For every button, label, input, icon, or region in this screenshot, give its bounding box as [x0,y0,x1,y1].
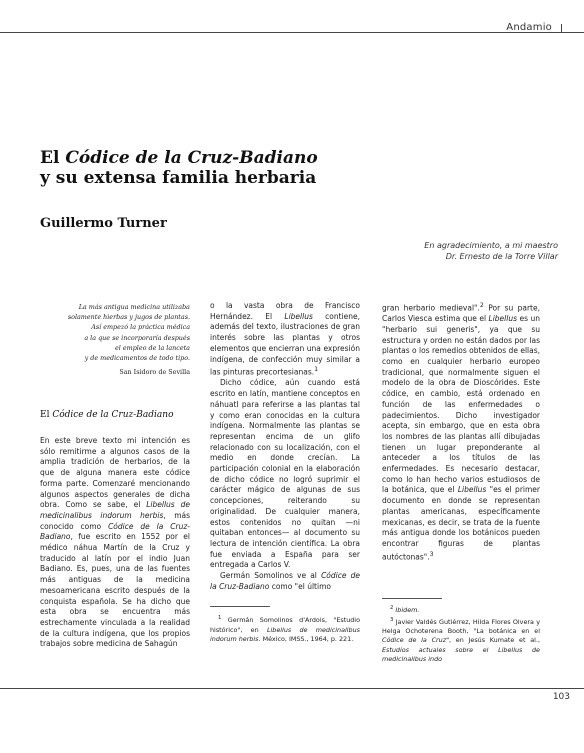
text-run-italic: Códice de la Cruz-Badiano [40,521,190,542]
text-run: o la vasta obra de Francisco Hernández. El [210,301,360,321]
footer-rule [0,688,584,689]
dedication-line-2: Dr. Ernesto de la Torre Villar [445,252,558,261]
article-title [40,148,318,188]
section-subheading [40,410,174,420]
epigraph-line: La más antigua medicina utilizaba [78,303,190,311]
epigraph-line: solamente hierbas y jugos de plantas. [67,313,190,322]
text-run-italic: Ibidem. [393,606,420,615]
text-run: , más conocido como [40,510,191,531]
footnotes-column-2 [210,614,360,644]
epigraph-attribution: San Isidoro de Sevilla [119,368,190,377]
text-run: Por su parte, Carlos Viesca estima que el [382,303,540,324]
text-run: como "el último [269,581,331,591]
footnote-number: 2 [390,605,394,611]
text-run: gran herbario medieval". [382,303,480,313]
epigraph-line: Así empezó la práctica médica [91,323,190,332]
text-run-italic: Libellus [457,485,487,495]
text-run: . México, IMSS., 1964, p. 221. [258,634,354,643]
paragraph [382,301,540,563]
title-prefix: El [40,148,66,168]
text-run: Germán Somolinos ve al [220,571,322,581]
text-run: "es el primer documento en donde se representan plantas americanas, específicamente mexicanas, es decir, se trata de la fuente más antigua donde los botánicos pueden encontrar figuras de plantas autóctonas". [382,485,540,562]
title-line-2: y su extensa familia herbaria [40,168,317,188]
text-run-italic: Libellus de medicinalibus indorum herbis [210,625,360,643]
dedication [424,240,558,262]
text-run-italic: Códice de la Cruz [382,636,447,645]
text-run: En este breve texto mi intención es sólo remitirme a algunos casos de la amplia tradición de herbarios, de la que de alguna manera este códice forma parte. Comenzaré mencionando algunos aspectos generales de dicha obra. Como se sabe, el [40,436,190,510]
paragraph: Dicho códice, aún cuando está escrito en latín, mantiene conceptos en náhuatl para referirse a las plantas tal y como eran conocidas en la cultura indígena. Normalmente las plantas se representan encima de un glifo relacionado con su localización, con el medio en donde crecían. La participación colonial en la elaboración de dicho códice no logró suprimir el carácter mágico de algunas de sus concepciones, reiterando su originalidad. De cualquier manera, estos contenidos no quitan —ni quitaban entonces— al documento su lectura de intención científica. La obra fue enviada a España para ser entregada a Carlos V. [210,378,360,570]
title-italic: Códice de la Cruz-Badiano [65,148,318,168]
paragraph [210,301,360,378]
paragraph [210,571,360,592]
body-column-3 [382,301,540,563]
text-run: es un "herbario sui generis", ya que su estructura y orden no están dados por las plantas o los remedios obtenidos de ellas, como en cualquier herbario europeo tradicional, que normalmente siguen el modelo de la obra de Dioscórides. Este códice, en cambio, está ordenado en función de las enfermedades o padecimientos. Dicho investigador acepta, sin embargo, que en esta obra los nombres de las plantas allí dibujadas tienen un lugar preponderante al anteceder a los títulos de las enfermedades. Es necesario destacar, como lo han hecho varios estudiosos de la botánica, que el [382,314,541,495]
footnote [210,614,360,644]
text-run: contiene, además del texto, ilustraciones de gran interés sobre las plantas y otros elementos que encierran una expresión indígena, de confección muy similar a las pinturas precortesianas. [210,311,360,377]
text-run: Germán Somolinos d'Ardois, "Estudio histórico", en [210,616,360,634]
footnote-number: 1 [218,615,222,621]
subheading-italic: Códice de la Cruz-Badiano [52,410,174,420]
header-rule [0,32,584,33]
epigraph [40,302,190,377]
text-run: Javier Valdés Gutiérrez, Hilda Flores Olvera y Helga Ochoterena Booth, "La botánica en el [382,617,540,636]
body-column-2 [210,301,360,592]
footnote-rule [382,598,442,599]
dedication-line-1: En agradecimiento, a mi maestro [424,241,558,250]
footnote [382,604,540,616]
body-column-1 [40,436,190,650]
text-run: , fue escrito en 1552 por el médico náhua Martín de la Cruz y traducido al latín por el indio Juan Badiano. Es, pues, una de las fuentes más antiguas de la medicina mesoamericana escrito después de la conquista española. Se ha dicho que esta obra se encuentra más estrechamente vinculada a la realidad de la cultura indígena, que los propios trabajos sobre medicina de Sahagún [40,532,190,649]
paragraph [40,436,190,650]
footnotes-column-3 [382,604,540,665]
text-run-italic: Libellus [488,314,517,324]
footnote-rule [210,606,270,607]
subheading-prefix: El [40,410,53,420]
epigraph-line: el empleo de la lanceta [115,343,190,352]
text-run-italic: Libellus de medicinalibus indorum herbis [40,500,190,520]
text-run-italic: Estudios actuales sobre el Libellus de medicinalibus indo [382,645,540,664]
page-number: 103 [552,692,570,702]
footnote-ref: 2 [479,302,484,309]
epigraph-line: a la que se incorporaría después [84,333,190,342]
text-run: ", en Jesús Kumate et al., [446,636,540,645]
footnote-ref: 3 [429,550,434,558]
text-run-italic: Libellus [284,311,313,321]
title-line-1 [40,148,318,168]
epigraph-line: y de medicamentos de todo tipo. [84,354,190,363]
footnote [382,616,540,665]
section-label: Andamio [506,22,552,33]
footnote-number: 3 [390,616,394,623]
text-run-italic: Códice de la Cruz-Badiano [210,571,361,591]
footnote-ref: 1 [314,366,319,374]
author-name: Guillermo Turner [40,216,167,231]
